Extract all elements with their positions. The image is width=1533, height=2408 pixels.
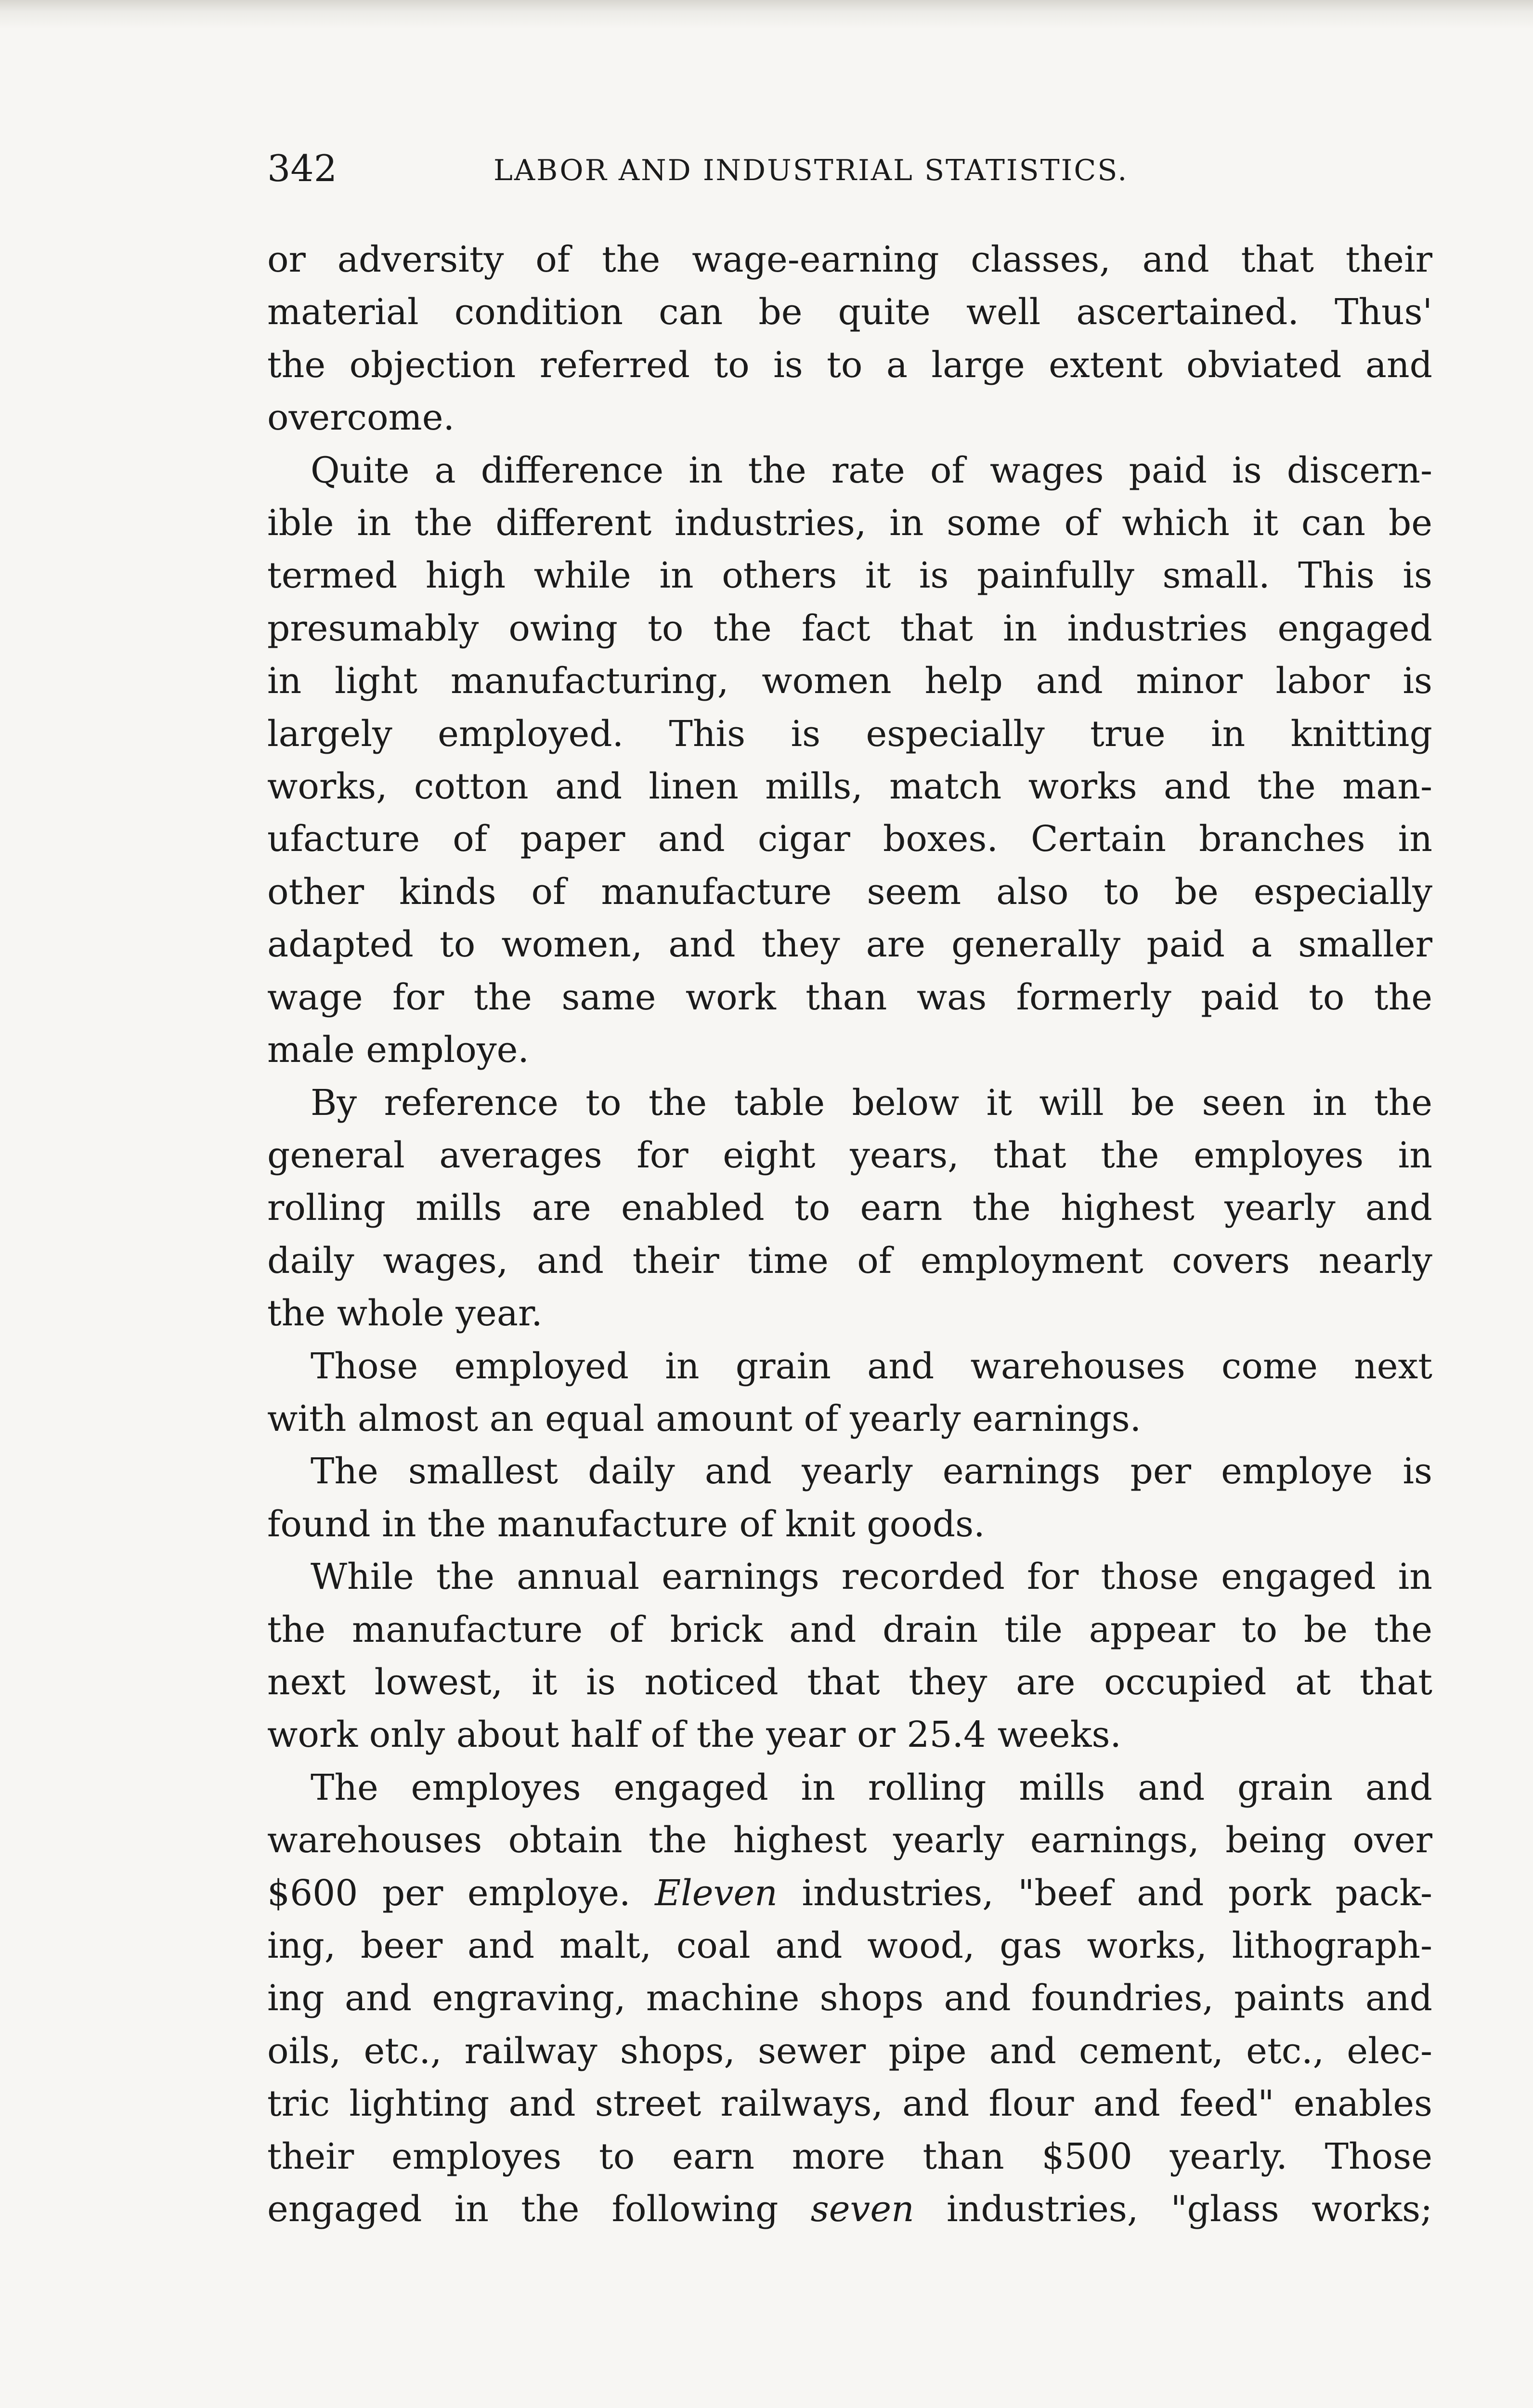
text-line: presumably owing to the fact that in industries engaged xyxy=(267,607,1432,649)
text-line: ing, beer and malt, coal and wood, gas works, lithograph- xyxy=(267,1925,1432,1966)
text-line: termed high while in others it is painfully small. This is xyxy=(267,555,1432,597)
text-line: the whole year. xyxy=(267,1293,543,1335)
text-line: engaged in the following seven industries, "glass works; xyxy=(267,2188,1433,2230)
italic-word: seven xyxy=(810,2188,914,2230)
text-line: with almost an equal amount of yearly earnings. xyxy=(267,1398,1142,1440)
text-line: ufacture of paper and cigar boxes. Certain branches in xyxy=(267,818,1432,860)
page-number: 342 xyxy=(267,147,338,190)
text-line: ing and engraving, machine shops and foundries, paints and xyxy=(267,1977,1432,2019)
text-line: overcome. xyxy=(267,397,455,439)
text-line: adapted to women, and they are generally paid a smaller xyxy=(267,924,1432,966)
text-line: next lowest, it is noticed that they are occupied at that xyxy=(267,1661,1432,1703)
text-line: largely employed. This is especially true in knitting xyxy=(267,713,1432,755)
body-text xyxy=(267,234,1432,2236)
text-line: works, cotton and linen mills, match works and the man- xyxy=(267,766,1432,808)
text-line: other kinds of manufacture seem also to be especially xyxy=(267,871,1432,913)
text-line: work only about half of the year or 25.4 weeks. xyxy=(267,1714,1121,1756)
text-line: the manufacture of brick and drain tile appear to be the xyxy=(267,1609,1432,1650)
text-line: rolling mills are enabled to earn the highest yearly and xyxy=(267,1187,1432,1229)
text-line: The employes engaged in rolling mills and grain and xyxy=(311,1767,1432,1808)
text-line: general averages for eight years, that the employes in xyxy=(267,1134,1432,1176)
text-line: material condition can be quite well ascertained. Thus' xyxy=(267,291,1432,333)
book-page xyxy=(267,0,1432,2408)
text-line: tric lighting and street railways, and flour and feed" enables xyxy=(267,2083,1432,2125)
italic-word: Eleven xyxy=(655,1872,778,1914)
text-line: warehouses obtain the highest yearly earnings, being over xyxy=(267,1819,1432,1861)
text-line: The smallest daily and yearly earnings per employe is xyxy=(311,1451,1432,1492)
text-line: wage for the same work than was formerly paid to the xyxy=(267,976,1432,1018)
text-line: oils, etc., railway shops, sewer pipe and cement, etc., elec- xyxy=(267,2030,1432,2072)
text-line: male employe. xyxy=(267,1029,529,1071)
text-line: $600 per employe. Eleven industries, "beef and pork pack- xyxy=(267,1872,1432,1914)
text-line: their employes to earn more than $500 yearly. Those xyxy=(267,2135,1432,2177)
text-line: daily wages, and their time of employment covers nearly xyxy=(267,1240,1432,1282)
text-line: Quite a difference in the rate of wages paid is discern- xyxy=(311,449,1432,491)
header-title: LABOR AND INDUSTRIAL STATISTICS. xyxy=(494,154,1129,187)
running-header xyxy=(267,144,1432,193)
text-line: While the annual earnings recorded for those engaged in xyxy=(311,1556,1432,1598)
text-line: or adversity of the wage-earning classes, and that their xyxy=(267,239,1432,280)
text-line: in light manufacturing, women help and minor labor is xyxy=(267,660,1432,702)
text-line: the objection referred to is to a large extent obviated and xyxy=(267,344,1432,386)
text-line: By reference to the table below it will be seen in the xyxy=(311,1082,1432,1124)
text-line: ible in the different industries, in some of which it can be xyxy=(267,502,1432,544)
text-line: found in the manufacture of knit goods. xyxy=(267,1503,985,1545)
text-line: Those employed in grain and warehouses come next xyxy=(311,1345,1432,1387)
